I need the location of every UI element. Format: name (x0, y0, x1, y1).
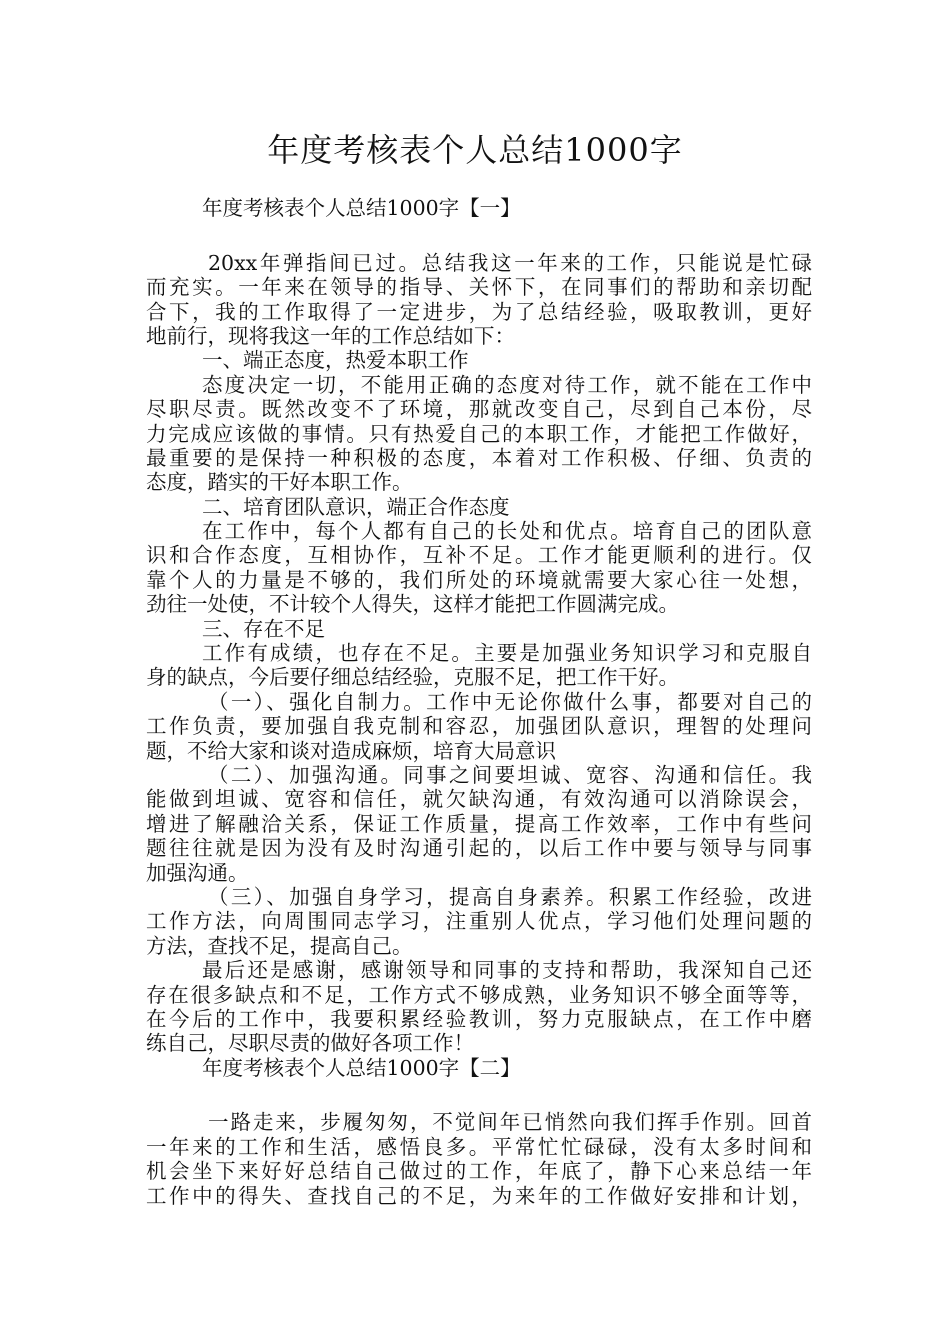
paragraph-line: 存在很多缺点和不足，工作方式不够成熟，业务知识不够全面等等， (146, 982, 812, 1007)
paragraph-line: 工作方法，向周围同志学习，注重别人优点，学习他们处理问题的 (146, 909, 812, 934)
part1-heading: 年度考核表个人总结1000字【一】 (202, 196, 521, 220)
section-title-2: 二、培育团队意识，端正合作态度 (202, 494, 510, 519)
paragraph-line: 20xx年弹指间已过。总结我这一年来的工作，只能说是忙碌 (208, 250, 812, 275)
paragraph-line: （一）、强化自制力。工作中无论你做什么事，都要对自己的 (208, 689, 812, 714)
blank-line (146, 220, 812, 244)
paragraph-line: 增进了解融洽关系，保证工作质量，提高工作效率，工作中有些问 (146, 811, 812, 836)
paragraph-line: 合下，我的工作取得了一定进步，为了总结经验，吸取教训，更好 (146, 299, 812, 324)
paragraph-line: 能做到坦诚、宽容和信任，就欠缺沟通，有效沟通可以消除误会， (146, 787, 812, 812)
paragraph-line: 题，不给大家和谈对造成麻烦，培育大局意识 (146, 738, 556, 763)
paragraph-line: 工作负责，要加强自我克制和容忍，加强团队意识，理智的处理问 (146, 714, 812, 739)
paragraph-line: 在今后的工作中，我要积累经验教训，努力克服缺点，在工作中磨 (146, 1006, 812, 1031)
paragraph-line: 题往往就是因为没有及时沟通引起的，以后工作中要与领导与同事 (146, 836, 812, 861)
paragraph-line: 最后还是感谢，感谢领导和同事的支持和帮助，我深知自己还 (202, 958, 812, 983)
paragraph-line: 靠个人的力量是不够的，我们所处的环境就需要大家心往一处想， (146, 567, 812, 592)
paragraph-line: 一年来的工作和生活，感悟良多。平常忙忙碌碌，没有太多时间和 (146, 1134, 812, 1159)
paragraph-line: 工作中的得失、查找自己的不足，为来年的工作做好安排和计划， (146, 1183, 812, 1208)
document-title: 年度考核表个人总结1000字 (267, 131, 683, 169)
paragraph-line: 识和合作态度，互相协作，互补不足。工作才能更顺利的进行。仅 (146, 543, 812, 568)
paragraph-line: 力完成应该做的事情。只有热爱自己的本职工作，才能把工作做好， (146, 421, 812, 446)
paragraph-line: 在工作中，每个人都有自己的长处和优点。培育自己的团队意 (202, 519, 812, 544)
part2-heading: 年度考核表个人总结1000字【二】 (202, 1055, 521, 1080)
paragraph-line: 方法，查找不足，提高自己。 (146, 933, 413, 958)
paragraph-line: 劲往一处使，不计较个人得失，这样才能把工作圆满完成。 (146, 592, 679, 617)
section-title-1: 一、端正态度，热爱本职工作 (202, 348, 469, 373)
section-title-3: 三、存在不足 (202, 616, 325, 641)
paragraph-line: 而充实。一年来在领导的指导、关怀下，在同事们的帮助和亲切配 (146, 275, 812, 300)
paragraph-line: 工作有成绩，也存在不足。主要是加强业务知识学习和克服自 (202, 641, 812, 666)
paragraph-line: （二）、加强沟通。同事之间要坦诚、宽容、沟通和信任。我 (208, 762, 812, 787)
paragraph-line: 机会坐下来好好总结自己做过的工作，年底了，静下心来总结一年 (146, 1159, 812, 1184)
paragraph-line: 态度决定一切，不能用正确的态度对待工作，就不能在工作中 (202, 372, 812, 397)
paragraph-line: 最重要的是保持一种积极的态度，本着对工作积极、仔细、负责的 (146, 445, 812, 470)
paragraph-line: 加强沟通。 (146, 860, 249, 885)
blank-line (146, 1080, 812, 1104)
paragraph-line: 身的缺点，今后要仔细总结经验，克服不足，把工作干好。 (146, 665, 679, 690)
document-body (146, 196, 812, 1208)
paragraph-line: 态度，踏实的干好本职工作。 (146, 470, 413, 495)
paragraph-line: 尽职尽责。既然改变不了环境，那就改变自己，尽到自己本份，尽 (146, 397, 812, 422)
paragraph-line: 练自己，尽职尽责的做好各项工作！ (146, 1031, 474, 1056)
paragraph-line: （三）、加强自身学习，提高自身素养。积累工作经验，改进 (208, 884, 812, 909)
paragraph-line: 一路走来，步履匆匆，不觉间年已悄然向我们挥手作别。回首 (208, 1110, 812, 1135)
paragraph-line: 地前行，现将我这一年的工作总结如下： (146, 323, 515, 348)
